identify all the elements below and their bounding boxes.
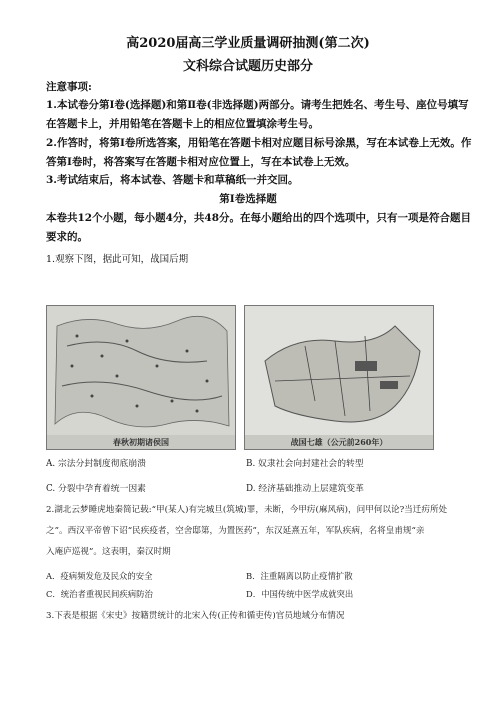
q2-option-c[interactable]: C．统治者重视民间疾病防治 [46,589,153,599]
section-title: 第Ⅰ卷选择题 [219,193,277,205]
map-warring-states [244,305,434,450]
map-spring-autumn-drawing [47,306,235,435]
page-subtitle: 文科综合试题历史部分 [182,59,313,74]
q1-option-d[interactable]: D. 经济基础推动上层建筑变革 [246,484,364,494]
notice-item-2-cont: 答第Ⅰ卷时，将答案写在答题卡相对应位置上，写在本试卷上无效。 [46,156,356,168]
q2-option-a[interactable]: A．疫病频发危及民众的安全 [46,571,153,581]
q3-stem: 3.下表是根据《宋史》按籍贯统计的北宋入传(正传和循吏传)官员地域分布情况 [46,611,345,621]
notice-item-2: 2.作答时，将第Ⅰ卷所选答案，用铅笔在答题卡相对应题目标号涂黑，写在本试卷上无效。作 [46,137,472,149]
map-spring-autumn [46,305,236,450]
map-spring-autumn-caption: 春秋初期诸侯国 [47,435,235,449]
q2-option-b[interactable]: B．注重隔离以防止疫情扩散 [246,571,353,581]
notice-item-1: 1.本试卷分第Ⅰ卷(选择题)和第Ⅱ卷(非选择题)两部分。请考生把姓名、考生号、座位号填写 [46,99,469,111]
map-warring-states-drawing [245,306,433,435]
notice-item-1-cont: 在答题卡上，并用铅笔在答题卡上的相应位置填涂考生号。 [46,118,319,130]
notice-item-3: 3.考试结束后，将本试卷、答题卡和草稿纸一并交回。 [46,174,299,186]
notice-heading: 注意事项: [46,81,92,93]
q2-stem: 2.湖北云梦睡虎地秦简记载:“甲(某人)有完城旦(筑城)罪，未断，今甲疠(麻风病)，问甲何以论?当迁疠所处 [46,505,448,515]
q1-option-b[interactable]: B. 奴隶社会向封建社会的转型 [246,459,364,469]
section-intro: 本卷共12个小题，每小题4分，共48分。在每小题给出的四个选项中，只有一项是符合题目 [46,212,472,224]
q1-option-a[interactable]: A. 宗法分封制度彻底崩溃 [46,459,146,469]
section-intro-cont: 要求的。 [46,231,88,243]
map-warring-states-caption: 战国七雄（公元前260年） [245,435,433,449]
q1-option-c[interactable]: C. 分裂中孕育着统一因素 [46,484,146,494]
q2-option-d[interactable]: D．中国传统中医学成就突出 [246,589,354,599]
page-title: 高2020届高三学业质量调研抽测(第二次) [126,36,370,51]
q1-stem: 1.观察下图，据此可知，战国后期 [46,254,189,265]
q2-stem-end: 入庵庐巡视”。这表明，秦汉时期 [46,547,171,557]
q2-stem-cont: 之”。西汉平帝曾下诏“民疾疫者，空舍邸第，为置医药”，东汉延熹五年，军队疾病，名将皇甫规“亲 [46,526,425,536]
